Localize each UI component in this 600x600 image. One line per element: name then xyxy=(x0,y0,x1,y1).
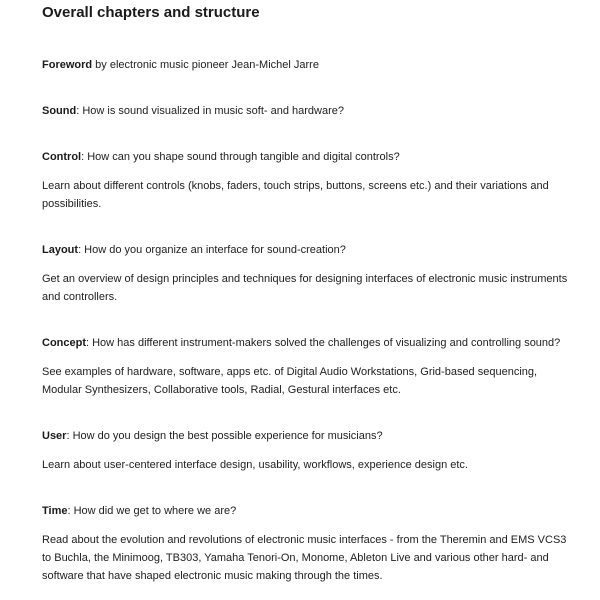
section-heading-line xyxy=(42,334,572,352)
section-time xyxy=(42,502,572,585)
chapter-term: Sound xyxy=(42,105,77,117)
chapter-description: Get an overview of design principles and techniques for designing interfaces of electronic music instruments and controllers. xyxy=(42,273,568,303)
section-heading-line xyxy=(42,102,572,120)
section-heading-line xyxy=(42,148,572,166)
chapter-question: : How can you shape sound through tangible and digital controls? xyxy=(81,151,400,163)
section-heading-line xyxy=(42,56,572,74)
section-user xyxy=(42,427,572,474)
chapter-term: Time xyxy=(42,505,68,517)
section-layout xyxy=(42,241,572,306)
chapter-description: Learn about different controls (knobs, faders, touch strips, buttons, screens etc.) and their variations and possibilities. xyxy=(42,180,549,210)
chapter-question: : How has different instrument-makers solved the challenges of visualizing and controlling sound? xyxy=(86,337,561,349)
chapter-term: User xyxy=(42,430,67,442)
chapter-term: Foreword xyxy=(42,59,93,71)
chapter-question: : How did we get to where we are? xyxy=(67,505,237,517)
chapter-question: : How do you organize an interface for sound-creation? xyxy=(78,244,346,256)
section-foreword xyxy=(42,56,572,74)
chapter-term: Control xyxy=(42,151,82,163)
chapter-term: Layout xyxy=(42,244,79,256)
chapter-term: Concept xyxy=(42,337,86,349)
section-heading-line xyxy=(42,241,572,259)
chapter-question: by electronic music pioneer Jean-Michel Jarre xyxy=(92,59,319,71)
chapter-description: See examples of hardware, software, apps etc. of Digital Audio Workstations, Grid-based sequencing, Modular Synthesizers, Collaborative tools, Radial, Gestural interfaces etc. xyxy=(42,366,538,396)
page-title: Overall chapters and structure xyxy=(42,4,260,21)
chapter-description: Read about the evolution and revolutions of electronic music interfaces - from the Theremin and EMS VCS3 to Buchla, the Minimoog, TB303, Yamaha Tenori-On, Monome, Ableton Live and various other hard- and software that have shaped electronic music making through the times. xyxy=(42,534,567,582)
section-control xyxy=(42,148,572,213)
section-concept xyxy=(42,334,572,399)
chapter-description: Learn about user-centered interface design, usability, workflows, experience design etc. xyxy=(42,459,468,471)
section-heading-line xyxy=(42,427,572,445)
section-sound xyxy=(42,102,572,120)
chapter-question: : How is sound visualized in music soft- and hardware? xyxy=(76,105,345,117)
chapter-question: : How do you design the best possible experience for musicians? xyxy=(66,430,383,442)
section-heading-line xyxy=(42,502,572,520)
